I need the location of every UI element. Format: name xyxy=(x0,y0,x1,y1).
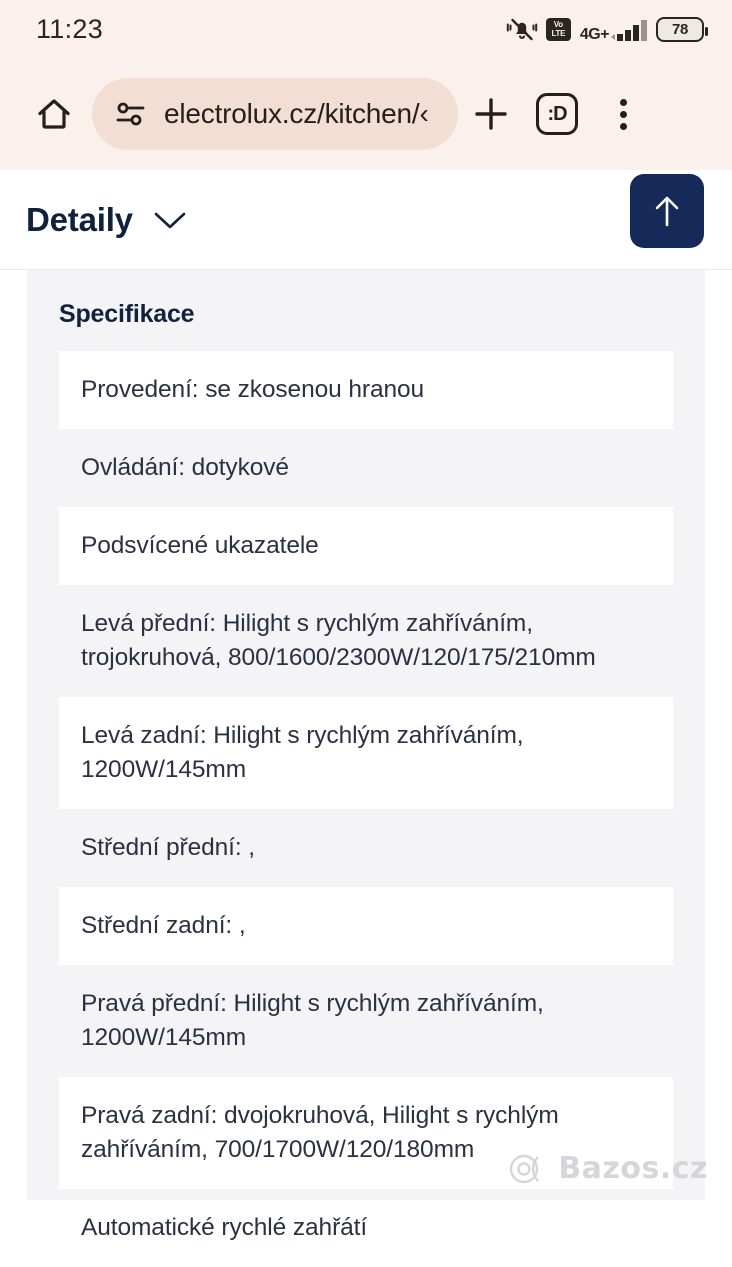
specification-row: Pravá přední: Hilight s rychlým zahříváním, 1200W/145mm xyxy=(81,990,544,1051)
specification-row: Automatické rychlé zahřátí xyxy=(81,1214,368,1241)
url-bar[interactable] xyxy=(92,78,458,150)
volte-bottom-label: LTE xyxy=(551,28,566,38)
scroll-to-top-button[interactable] xyxy=(630,174,704,248)
specification-row: Pravá zadní: dvojokruhová, Hilight s rychlým zahříváním, 700/1700W/120/180mm xyxy=(59,1077,673,1189)
details-accordion-label-group xyxy=(26,201,187,239)
specification-row: Ovládání: dotykové xyxy=(81,454,289,481)
kebab-menu-icon xyxy=(620,99,627,130)
details-accordion-label: Detaily xyxy=(26,200,133,238)
home-icon xyxy=(34,94,74,134)
new-tab-button[interactable] xyxy=(458,92,524,136)
bazos-watermark-label: Bazos.cz xyxy=(558,1151,708,1186)
tab-count-icon: :D xyxy=(536,93,578,135)
site-settings-icon[interactable] xyxy=(114,101,148,127)
specification-row: Levá zadní: Hilight s rychlým zahříváním, 1200W/145mm xyxy=(59,697,673,809)
tab-switcher-button[interactable] xyxy=(524,93,590,135)
browser-toolbar xyxy=(0,58,732,170)
specification-row: Střední zadní: , xyxy=(59,887,673,965)
specifications-panel xyxy=(27,270,705,1241)
network-4gplus-icon xyxy=(580,16,647,42)
browser-menu-button[interactable] xyxy=(590,99,656,130)
volte-icon xyxy=(546,18,571,41)
web-page-content xyxy=(0,170,732,1241)
bell-mute-icon xyxy=(507,15,537,43)
volte-top-label: Vo xyxy=(553,19,563,29)
chevron-down-icon xyxy=(153,209,187,231)
battery-level-label: 78 xyxy=(671,20,689,38)
url-text[interactable]: electrolux.cz/kitchen/‹ xyxy=(164,98,429,129)
home-button[interactable] xyxy=(26,94,82,134)
specification-row: Podsvícené ukazatele xyxy=(59,507,673,585)
network-label: 4G+ xyxy=(579,26,609,43)
battery-icon xyxy=(656,17,704,42)
browser-chrome xyxy=(0,0,732,170)
details-accordion-header[interactable] xyxy=(0,170,732,270)
plus-icon xyxy=(469,92,513,136)
specifications-list xyxy=(59,351,673,1267)
arrow-up-icon xyxy=(648,191,686,231)
specification-row: Střední přední: , xyxy=(81,834,255,861)
specification-row: Provedení: se zkosenou hranou xyxy=(59,351,673,429)
specification-row: Levá přední: Hilight s rychlým zahříváním, trojokruhová, 800/1600/2300W/120/175/210mm xyxy=(81,610,596,671)
status-icons xyxy=(507,15,704,43)
signal-bars-icon xyxy=(611,16,647,42)
status-bar xyxy=(0,0,732,58)
specifications-heading: Specifikace xyxy=(59,300,195,328)
status-clock: 11:23 xyxy=(36,13,104,44)
